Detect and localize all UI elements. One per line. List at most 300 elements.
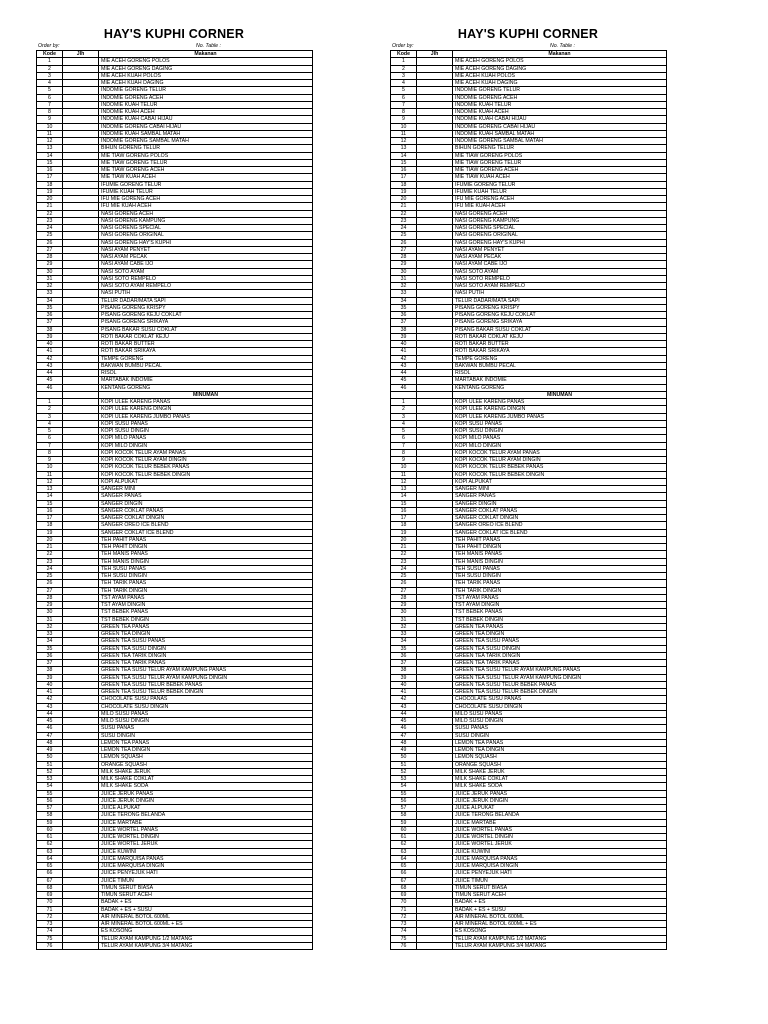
quantity-cell[interactable]	[63, 225, 99, 232]
item-code: 10	[37, 123, 63, 130]
quantity-cell[interactable]	[63, 94, 99, 101]
quantity-cell[interactable]	[417, 848, 453, 855]
quantity-cell[interactable]	[417, 275, 453, 282]
quantity-cell[interactable]	[63, 268, 99, 275]
quantity-cell[interactable]	[63, 928, 99, 935]
quantity-cell[interactable]	[63, 493, 99, 500]
quantity-cell[interactable]	[417, 72, 453, 79]
quantity-cell[interactable]	[63, 776, 99, 783]
quantity-cell[interactable]	[417, 790, 453, 797]
quantity-cell[interactable]	[63, 449, 99, 456]
quantity-cell[interactable]	[417, 435, 453, 442]
quantity-cell[interactable]	[417, 58, 453, 65]
quantity-cell[interactable]	[63, 145, 99, 152]
quantity-cell[interactable]	[63, 892, 99, 899]
quantity-cell[interactable]	[63, 58, 99, 65]
quantity-cell[interactable]	[63, 507, 99, 514]
drink-row	[391, 739, 667, 746]
quantity-cell[interactable]	[417, 623, 453, 630]
quantity-cell[interactable]	[417, 942, 453, 949]
quantity-cell[interactable]	[63, 188, 99, 195]
quantity-cell[interactable]	[63, 660, 99, 667]
quantity-cell[interactable]	[63, 631, 99, 638]
quantity-cell[interactable]	[417, 870, 453, 877]
quantity-cell[interactable]	[63, 529, 99, 536]
quantity-cell[interactable]	[63, 428, 99, 435]
food-row	[391, 304, 667, 311]
quantity-cell[interactable]	[63, 522, 99, 529]
quantity-cell[interactable]	[417, 754, 453, 761]
quantity-cell[interactable]	[63, 420, 99, 427]
quantity-cell[interactable]	[63, 355, 99, 362]
quantity-cell[interactable]	[63, 457, 99, 464]
quantity-cell[interactable]	[417, 493, 453, 500]
quantity-cell[interactable]	[63, 138, 99, 145]
quantity-cell[interactable]	[63, 551, 99, 558]
quantity-cell[interactable]	[63, 254, 99, 261]
quantity-cell[interactable]	[417, 399, 453, 406]
item-code: 19	[37, 188, 63, 195]
quantity-cell[interactable]	[417, 261, 453, 268]
quantity-cell[interactable]	[417, 667, 453, 674]
quantity-cell[interactable]	[63, 333, 99, 340]
item-name: SUSU DINGIN	[453, 732, 667, 739]
quantity-cell[interactable]	[63, 435, 99, 442]
quantity-cell[interactable]	[417, 413, 453, 420]
quantity-cell[interactable]	[417, 486, 453, 493]
item-name: IFUMIE KUAH TELUR	[453, 188, 667, 195]
quantity-cell[interactable]	[63, 812, 99, 819]
item-code: 35	[37, 304, 63, 311]
quantity-cell[interactable]	[417, 522, 453, 529]
quantity-cell[interactable]	[63, 689, 99, 696]
quantity-cell[interactable]	[63, 623, 99, 630]
quantity-cell[interactable]	[417, 370, 453, 377]
quantity-cell[interactable]	[63, 283, 99, 290]
quantity-cell[interactable]	[63, 921, 99, 928]
quantity-cell[interactable]	[63, 703, 99, 710]
quantity-cell[interactable]	[417, 87, 453, 94]
quantity-cell[interactable]	[417, 283, 453, 290]
drink-row	[37, 689, 313, 696]
quantity-cell[interactable]	[63, 384, 99, 391]
quantity-cell[interactable]	[417, 805, 453, 812]
quantity-cell[interactable]	[417, 841, 453, 848]
quantity-cell[interactable]	[63, 565, 99, 572]
quantity-cell[interactable]	[417, 689, 453, 696]
quantity-cell[interactable]	[417, 660, 453, 667]
quantity-cell[interactable]	[63, 116, 99, 123]
quantity-cell[interactable]	[63, 109, 99, 116]
quantity-cell[interactable]	[417, 312, 453, 319]
quantity-cell[interactable]	[417, 696, 453, 703]
quantity-cell[interactable]	[417, 834, 453, 841]
quantity-cell[interactable]	[417, 196, 453, 203]
item-code: 26	[391, 580, 417, 587]
quantity-cell[interactable]	[417, 638, 453, 645]
quantity-cell[interactable]	[417, 855, 453, 862]
menu-table	[36, 50, 313, 950]
quantity-cell[interactable]	[417, 94, 453, 101]
drink-row	[37, 747, 313, 754]
quantity-cell[interactable]	[63, 732, 99, 739]
quantity-cell[interactable]	[417, 768, 453, 775]
quantity-cell[interactable]	[63, 747, 99, 754]
quantity-cell[interactable]	[63, 790, 99, 797]
item-code: 51	[37, 761, 63, 768]
quantity-cell[interactable]	[417, 500, 453, 507]
quantity-cell[interactable]	[63, 159, 99, 166]
quantity-cell[interactable]	[63, 232, 99, 239]
quantity-cell[interactable]	[63, 913, 99, 920]
quantity-cell[interactable]	[63, 130, 99, 137]
item-code: 23	[37, 217, 63, 224]
item-code: 13	[391, 145, 417, 152]
quantity-cell[interactable]	[417, 152, 453, 159]
item-code: 5	[37, 428, 63, 435]
quantity-cell[interactable]	[417, 558, 453, 565]
quantity-cell[interactable]	[63, 471, 99, 478]
quantity-cell[interactable]	[417, 913, 453, 920]
item-name: MIE TIAW KUAH ACEH	[99, 174, 313, 181]
quantity-cell[interactable]	[417, 203, 453, 210]
quantity-cell[interactable]	[417, 101, 453, 108]
drink-row	[391, 892, 667, 899]
quantity-cell[interactable]	[63, 101, 99, 108]
item-name: MIE ACEH KUAH POLOS	[453, 72, 667, 79]
quantity-cell[interactable]	[417, 551, 453, 558]
quantity-cell[interactable]	[417, 478, 453, 485]
quantity-cell[interactable]	[417, 254, 453, 261]
quantity-cell[interactable]	[63, 326, 99, 333]
quantity-cell[interactable]	[417, 652, 453, 659]
quantity-cell[interactable]	[417, 674, 453, 681]
quantity-cell[interactable]	[63, 725, 99, 732]
quantity-cell[interactable]	[417, 732, 453, 739]
quantity-cell[interactable]	[417, 123, 453, 130]
drink-row	[391, 645, 667, 652]
quantity-cell[interactable]	[63, 65, 99, 72]
quantity-cell[interactable]	[417, 341, 453, 348]
quantity-cell[interactable]	[63, 783, 99, 790]
quantity-cell[interactable]	[63, 413, 99, 420]
quantity-cell[interactable]	[417, 797, 453, 804]
quantity-cell[interactable]	[417, 892, 453, 899]
item-code: 3	[37, 72, 63, 79]
quantity-cell[interactable]	[63, 72, 99, 79]
quantity-cell[interactable]	[63, 246, 99, 253]
item-code: 74	[37, 928, 63, 935]
quantity-cell[interactable]	[63, 870, 99, 877]
quantity-cell[interactable]	[63, 486, 99, 493]
quantity-cell[interactable]	[417, 471, 453, 478]
quantity-cell[interactable]	[63, 841, 99, 848]
quantity-cell[interactable]	[63, 674, 99, 681]
quantity-cell[interactable]	[63, 239, 99, 246]
quantity-cell[interactable]	[63, 152, 99, 159]
quantity-cell[interactable]	[63, 500, 99, 507]
quantity-cell[interactable]	[417, 565, 453, 572]
item-code: 46	[391, 384, 417, 391]
quantity-cell[interactable]	[417, 246, 453, 253]
quantity-cell[interactable]	[417, 747, 453, 754]
quantity-cell[interactable]	[417, 877, 453, 884]
quantity-cell[interactable]	[417, 159, 453, 166]
quantity-cell[interactable]	[63, 377, 99, 384]
quantity-cell[interactable]	[417, 428, 453, 435]
quantity-cell[interactable]	[417, 863, 453, 870]
quantity-cell[interactable]	[417, 268, 453, 275]
quantity-cell[interactable]	[417, 290, 453, 297]
item-name: MIE ACEH KUAH DAGING	[453, 80, 667, 87]
quantity-cell[interactable]	[63, 768, 99, 775]
quantity-cell[interactable]	[417, 65, 453, 72]
quantity-cell[interactable]	[417, 239, 453, 246]
item-code: 27	[37, 246, 63, 253]
quantity-cell[interactable]	[417, 703, 453, 710]
quantity-cell[interactable]	[417, 536, 453, 543]
quantity-cell[interactable]	[63, 652, 99, 659]
quantity-cell[interactable]	[63, 739, 99, 746]
quantity-cell[interactable]	[63, 174, 99, 181]
quantity-cell[interactable]	[63, 558, 99, 565]
item-name: GREEN TEA SUSU TELUR BEBEK DINGIN	[99, 689, 313, 696]
quantity-cell[interactable]	[63, 515, 99, 522]
quantity-cell[interactable]	[417, 507, 453, 514]
quantity-cell[interactable]	[417, 587, 453, 594]
quantity-cell[interactable]	[63, 442, 99, 449]
item-code: 18	[391, 181, 417, 188]
quantity-cell[interactable]	[63, 348, 99, 355]
food-row	[391, 116, 667, 123]
quantity-cell[interactable]	[63, 834, 99, 841]
quantity-cell[interactable]	[417, 906, 453, 913]
quantity-cell[interactable]	[63, 544, 99, 551]
quantity-cell[interactable]	[63, 464, 99, 471]
quantity-cell[interactable]	[417, 783, 453, 790]
quantity-cell[interactable]	[417, 739, 453, 746]
food-row	[37, 246, 313, 253]
quantity-cell[interactable]	[63, 587, 99, 594]
item-name: INDOMIE GORENG SAMBAL MATAH	[99, 138, 313, 145]
quantity-cell[interactable]	[63, 710, 99, 717]
quantity-cell[interactable]	[417, 80, 453, 87]
quantity-cell[interactable]	[63, 942, 99, 949]
quantity-cell[interactable]	[417, 515, 453, 522]
quantity-cell[interactable]	[63, 261, 99, 268]
quantity-cell[interactable]	[417, 109, 453, 116]
quantity-cell[interactable]	[417, 420, 453, 427]
quantity-cell[interactable]	[63, 573, 99, 580]
food-row	[37, 333, 313, 340]
quantity-cell[interactable]	[417, 210, 453, 217]
food-row	[37, 167, 313, 174]
quantity-cell[interactable]	[63, 341, 99, 348]
item-name: TEH TARIK PANAS	[453, 580, 667, 587]
item-code: 43	[391, 703, 417, 710]
item-code: 42	[391, 355, 417, 362]
quantity-cell[interactable]	[63, 638, 99, 645]
food-row	[37, 304, 313, 311]
quantity-cell[interactable]	[417, 573, 453, 580]
quantity-cell[interactable]	[417, 449, 453, 456]
quantity-cell[interactable]	[417, 826, 453, 833]
quantity-cell[interactable]	[63, 290, 99, 297]
quantity-cell[interactable]	[63, 718, 99, 725]
quantity-cell[interactable]	[417, 529, 453, 536]
item-name: TEMPE GORENG	[99, 355, 313, 362]
drink-row	[37, 580, 313, 587]
quantity-cell[interactable]	[63, 80, 99, 87]
quantity-cell[interactable]	[63, 478, 99, 485]
quantity-cell[interactable]	[63, 884, 99, 891]
quantity-cell[interactable]	[417, 464, 453, 471]
quantity-cell[interactable]	[63, 855, 99, 862]
quantity-cell[interactable]	[63, 304, 99, 311]
quantity-cell[interactable]	[63, 863, 99, 870]
quantity-cell[interactable]	[63, 123, 99, 130]
quantity-cell[interactable]	[63, 826, 99, 833]
item-code: 18	[391, 522, 417, 529]
quantity-cell[interactable]	[63, 609, 99, 616]
quantity-cell[interactable]	[417, 225, 453, 232]
quantity-cell[interactable]	[417, 138, 453, 145]
quantity-cell[interactable]	[417, 348, 453, 355]
quantity-cell[interactable]	[417, 645, 453, 652]
quantity-cell[interactable]	[63, 370, 99, 377]
quantity-cell[interactable]	[417, 167, 453, 174]
quantity-cell[interactable]	[63, 667, 99, 674]
quantity-cell[interactable]	[417, 631, 453, 638]
item-name: ROTI BAKAR SRIKAYA	[99, 348, 313, 355]
quantity-cell[interactable]	[63, 594, 99, 601]
quantity-cell[interactable]	[417, 899, 453, 906]
quantity-cell[interactable]	[417, 812, 453, 819]
quantity-cell[interactable]	[63, 899, 99, 906]
food-row	[391, 355, 667, 362]
quantity-cell[interactable]	[417, 181, 453, 188]
food-row	[391, 181, 667, 188]
item-code: 21	[391, 544, 417, 551]
quantity-cell[interactable]	[63, 819, 99, 826]
drink-row	[391, 558, 667, 565]
quantity-cell[interactable]	[417, 442, 453, 449]
quantity-cell[interactable]	[417, 377, 453, 384]
quantity-cell[interactable]	[417, 384, 453, 391]
quantity-cell[interactable]	[63, 196, 99, 203]
quantity-cell[interactable]	[63, 877, 99, 884]
quantity-cell[interactable]	[63, 848, 99, 855]
quantity-cell[interactable]	[417, 616, 453, 623]
quantity-cell[interactable]	[63, 580, 99, 587]
food-row	[391, 290, 667, 297]
quantity-cell[interactable]	[63, 696, 99, 703]
quantity-cell[interactable]	[417, 718, 453, 725]
quantity-cell[interactable]	[63, 935, 99, 942]
quantity-cell[interactable]	[417, 145, 453, 152]
quantity-cell[interactable]	[63, 645, 99, 652]
quantity-cell[interactable]	[63, 181, 99, 188]
item-name: KOPI SUSU DINGIN	[99, 428, 313, 435]
quantity-cell[interactable]	[417, 297, 453, 304]
quantity-cell[interactable]	[63, 167, 99, 174]
drink-row	[391, 819, 667, 826]
item-code: 54	[37, 783, 63, 790]
quantity-cell[interactable]	[63, 406, 99, 413]
quantity-cell[interactable]	[417, 116, 453, 123]
item-name: TST BEBEK PANAS	[99, 609, 313, 616]
quantity-cell[interactable]	[417, 174, 453, 181]
quantity-cell[interactable]	[63, 681, 99, 688]
quantity-cell[interactable]	[417, 580, 453, 587]
quantity-cell[interactable]	[417, 884, 453, 891]
quantity-cell[interactable]	[417, 406, 453, 413]
food-row	[37, 94, 313, 101]
quantity-cell[interactable]	[417, 921, 453, 928]
quantity-cell[interactable]	[417, 935, 453, 942]
quantity-cell[interactable]	[417, 609, 453, 616]
quantity-cell[interactable]	[417, 776, 453, 783]
quantity-cell[interactable]	[417, 710, 453, 717]
quantity-cell[interactable]	[417, 362, 453, 369]
quantity-cell[interactable]	[417, 602, 453, 609]
quantity-cell[interactable]	[63, 399, 99, 406]
quantity-cell[interactable]	[417, 130, 453, 137]
drink-row	[391, 747, 667, 754]
quantity-cell[interactable]	[63, 217, 99, 224]
quantity-cell[interactable]	[417, 355, 453, 362]
item-name: TEH TARIK DINGIN	[99, 587, 313, 594]
quantity-cell[interactable]	[63, 536, 99, 543]
quantity-cell[interactable]	[417, 544, 453, 551]
item-name: SANGER COKLAT PANAS	[99, 507, 313, 514]
drink-row	[37, 797, 313, 804]
quantity-cell[interactable]	[417, 725, 453, 732]
quantity-cell[interactable]	[63, 616, 99, 623]
quantity-cell[interactable]	[417, 928, 453, 935]
quantity-cell[interactable]	[417, 333, 453, 340]
quantity-cell[interactable]	[417, 594, 453, 601]
quantity-cell[interactable]	[63, 203, 99, 210]
quantity-cell[interactable]	[417, 457, 453, 464]
quantity-cell[interactable]	[63, 87, 99, 94]
drink-row	[391, 544, 667, 551]
quantity-cell[interactable]	[63, 312, 99, 319]
quantity-cell[interactable]	[63, 761, 99, 768]
food-row	[391, 196, 667, 203]
quantity-cell[interactable]	[417, 217, 453, 224]
quantity-cell[interactable]	[417, 761, 453, 768]
quantity-cell[interactable]	[63, 319, 99, 326]
quantity-cell[interactable]	[63, 754, 99, 761]
quantity-cell[interactable]	[417, 304, 453, 311]
quantity-cell[interactable]	[417, 319, 453, 326]
quantity-cell[interactable]	[63, 906, 99, 913]
quantity-cell[interactable]	[417, 819, 453, 826]
quantity-cell[interactable]	[417, 681, 453, 688]
quantity-cell[interactable]	[63, 297, 99, 304]
quantity-cell[interactable]	[417, 188, 453, 195]
quantity-cell[interactable]	[63, 797, 99, 804]
quantity-cell[interactable]	[63, 805, 99, 812]
quantity-cell[interactable]	[63, 362, 99, 369]
quantity-cell[interactable]	[63, 210, 99, 217]
quantity-cell[interactable]	[63, 602, 99, 609]
quantity-cell[interactable]	[417, 232, 453, 239]
quantity-cell[interactable]	[417, 326, 453, 333]
item-name: ORANGE SQUASH	[453, 761, 667, 768]
quantity-cell[interactable]	[63, 275, 99, 282]
